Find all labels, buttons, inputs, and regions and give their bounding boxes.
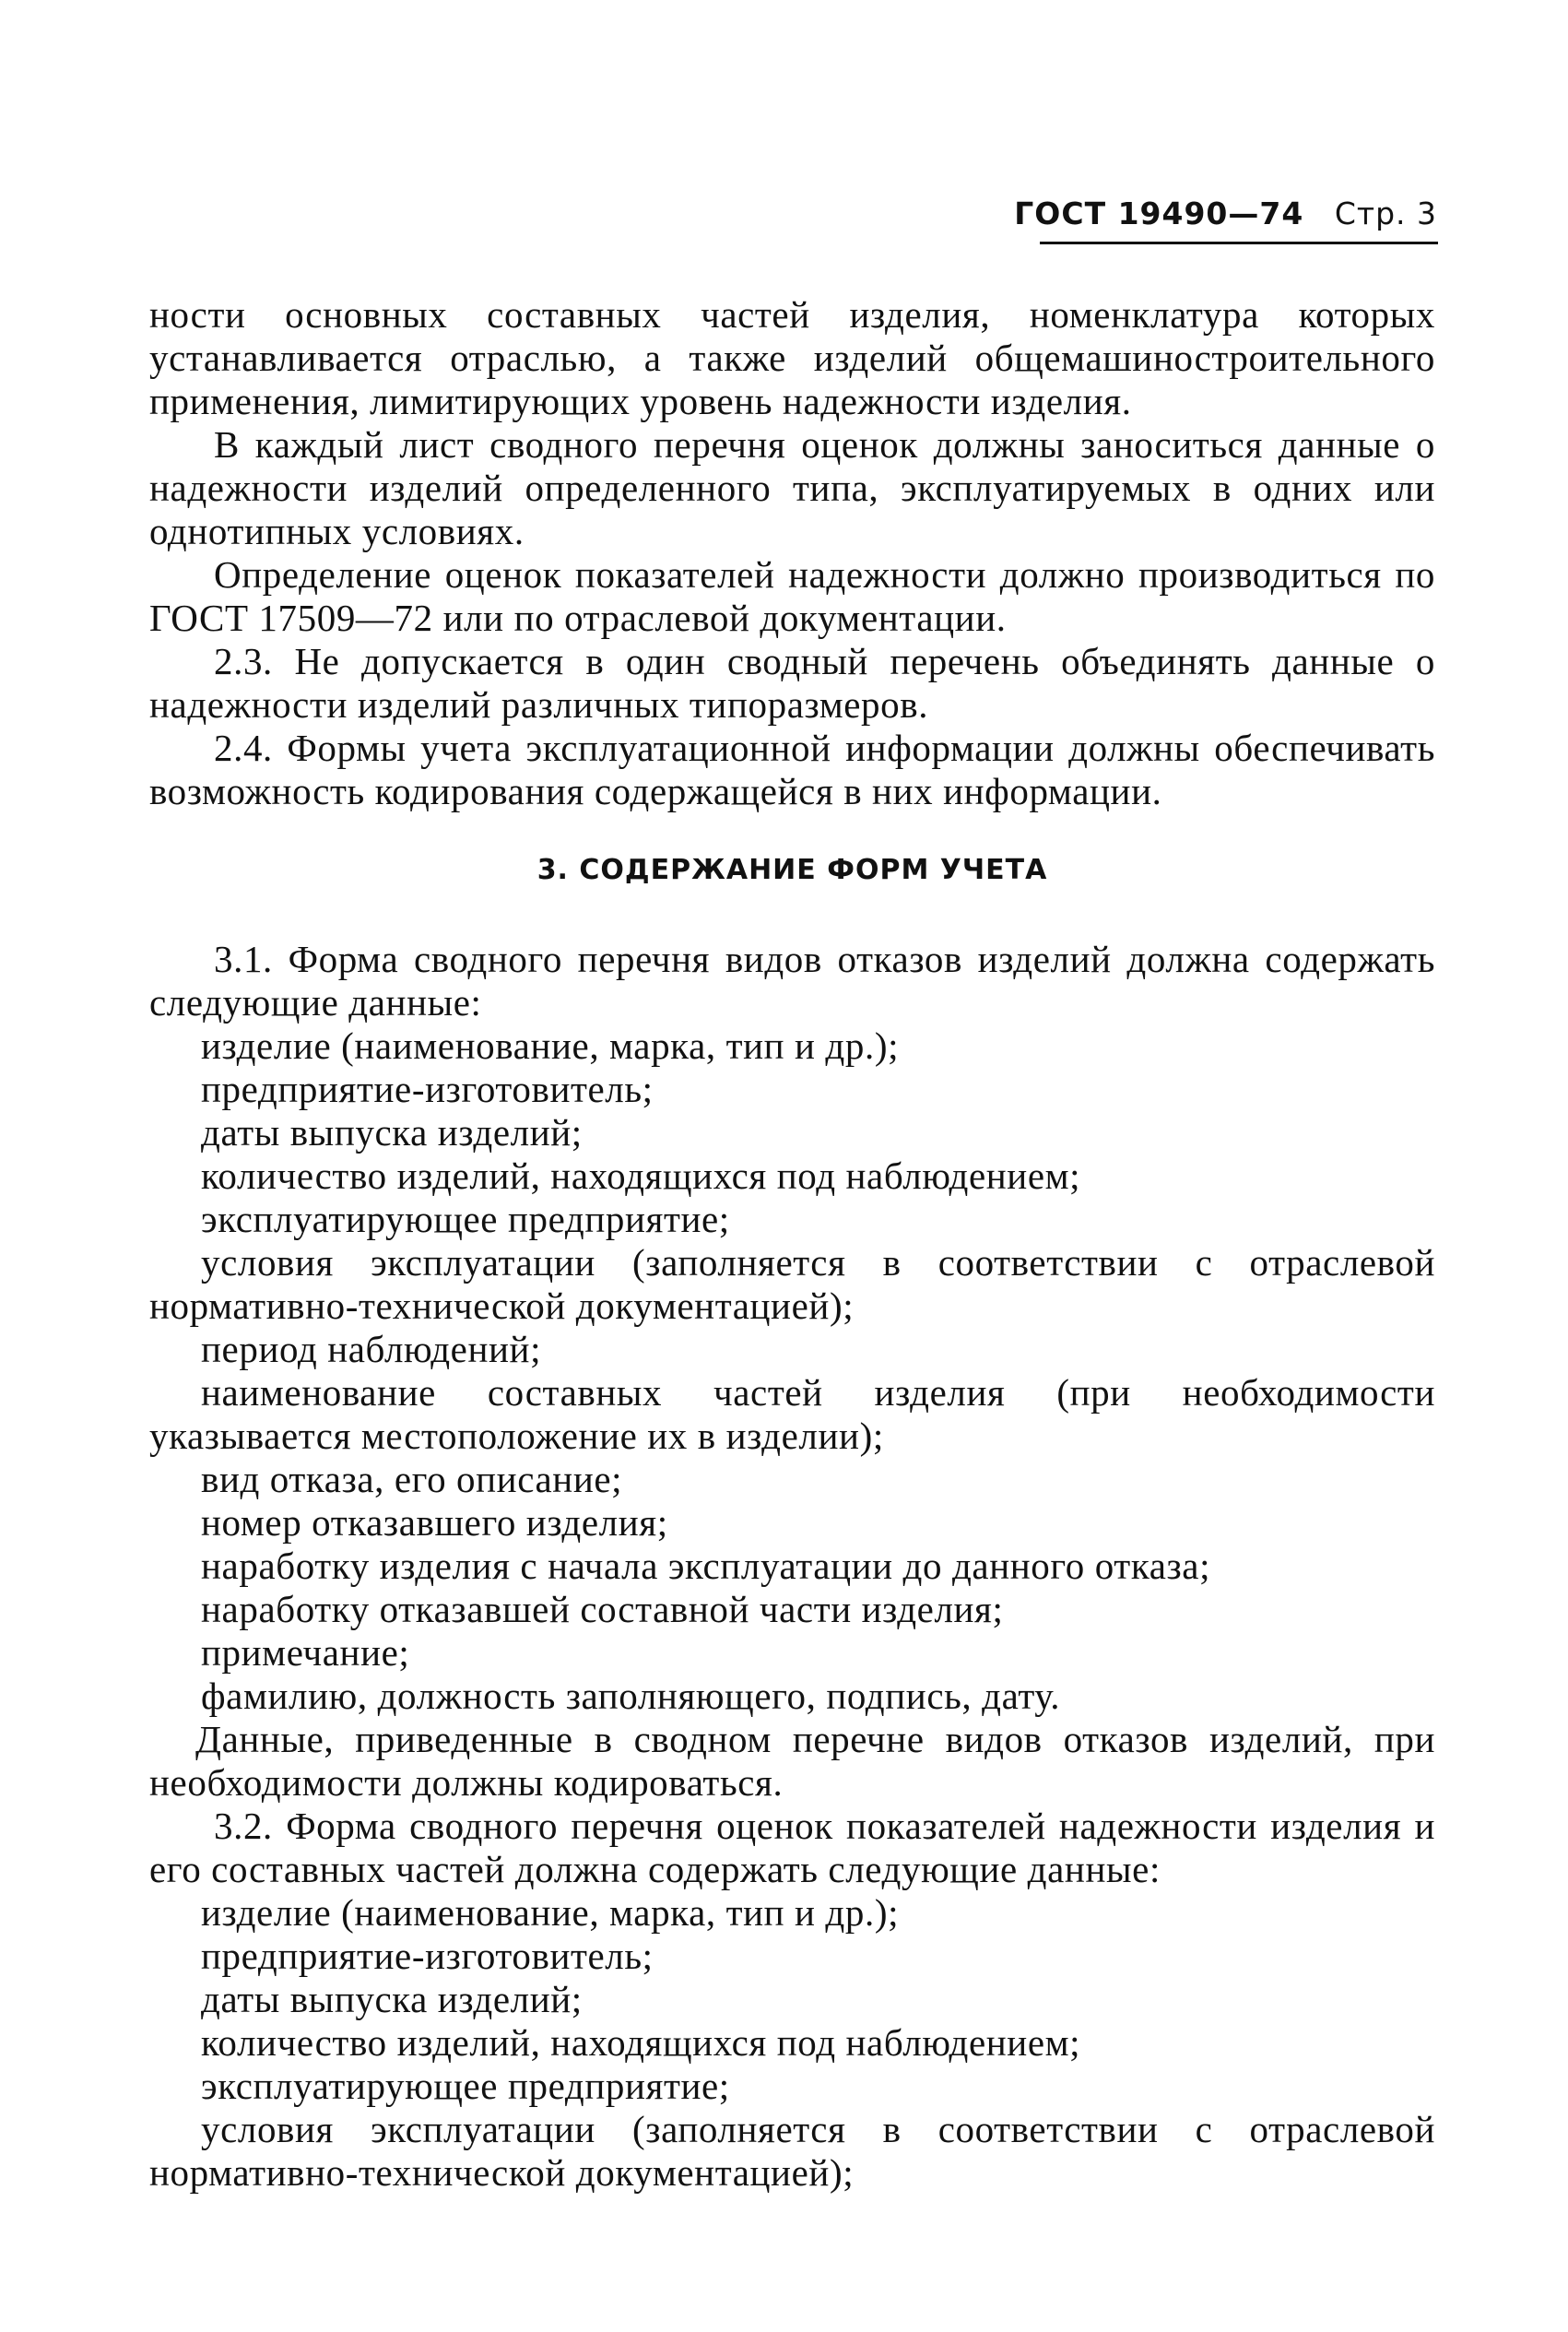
list-item: наименование составных частей изделия (при необходимости указывается местоположение их в изделии); (149, 1371, 1435, 1457)
section-heading: 3. СОДЕРЖАНИЕ ФОРМ УЧЕТА (536, 854, 1048, 886)
document-body (149, 293, 1435, 2195)
page-number: Стр. 3 (1334, 195, 1437, 231)
list-item: номер отказавшего изделия; (201, 1501, 668, 1544)
list-item: количество изделий, находящихся под наблюдением; (201, 2021, 1081, 2064)
list-item: наработку изделия с начала эксплуатации до данного отказа; (201, 1545, 1211, 1587)
list-item: вид отказа, его описание; (201, 1458, 623, 1500)
list-item: изделие (наименование, марка, тип и др.); (201, 1891, 900, 1934)
list-item: даты выпуска изделий; (201, 1978, 583, 2020)
list-item: количество изделий, находящихся под наблюдением; (201, 1154, 1081, 1197)
paragraph-2-4: 2.4. Формы учета эксплуатационной информации должны обеспечивать возможность кодирования содержащейся в них информации. (149, 727, 1435, 812)
paragraph: В каждый лист сводного перечня оценок должны заноситься данные о надежности изделий определенного типа, эксплуатируемых в одних или однотипных условиях. (149, 423, 1435, 552)
list-item: изделие (наименование, марка, тип и др.); (201, 1024, 900, 1067)
paragraph: Данные, приведенные в сводном перечне видов отказов изделий, при необходимости должны кодироваться. (149, 1718, 1435, 1804)
header-rule (1040, 242, 1438, 244)
standard-number: ГОСТ 19490—74 (1014, 195, 1304, 231)
list-item: наработку отказавшей составной части изделия; (201, 1588, 1004, 1630)
paragraph: ности основных составных частей изделия, номенклатура которых устанавливается отраслью, а также изделий общемашиностроительного применения, лимитирующих уровень надежности изделия. (149, 293, 1435, 422)
paragraph: Определение оценок показателей надежности должно производиться по ГОСТ 17509—72 или по отраслевой документации. (149, 553, 1435, 639)
page-header (1014, 195, 1437, 231)
paragraph-2-3: 2.3. Не допускается в один сводный перечень объединять данные о надежности изделий различных типоразмеров. (149, 640, 1435, 726)
list-item: фамилию, должность заполняющего, подпись, дату. (201, 1675, 1061, 1717)
list-item: примечание; (201, 1631, 410, 1674)
list-item: эксплуатирующее предприятие; (201, 2065, 730, 2107)
paragraph-3-1: 3.1. Форма сводного перечня видов отказов изделий должна содержать следующие данные: (149, 938, 1435, 1024)
paragraph-3-2: 3.2. Форма сводного перечня оценок показателей надежности изделия и его составных частей должна содержать следующие данные: (149, 1805, 1435, 1890)
list-item: предприятие-изготовитель; (201, 1068, 654, 1110)
list-item: период наблюдений; (201, 1328, 542, 1370)
list-item: даты выпуска изделий; (201, 1111, 583, 1154)
list-item: эксплуатирующее предприятие; (201, 1198, 730, 1240)
list-item: предприятие-изготовитель; (201, 1935, 654, 1977)
list-item: условия эксплуатации (заполняется в соответствии с отраслевой нормативно-технической документацией); (149, 2108, 1435, 2194)
list-item: условия эксплуатации (заполняется в соответствии с отраслевой нормативно-технической документацией); (149, 1241, 1435, 1327)
